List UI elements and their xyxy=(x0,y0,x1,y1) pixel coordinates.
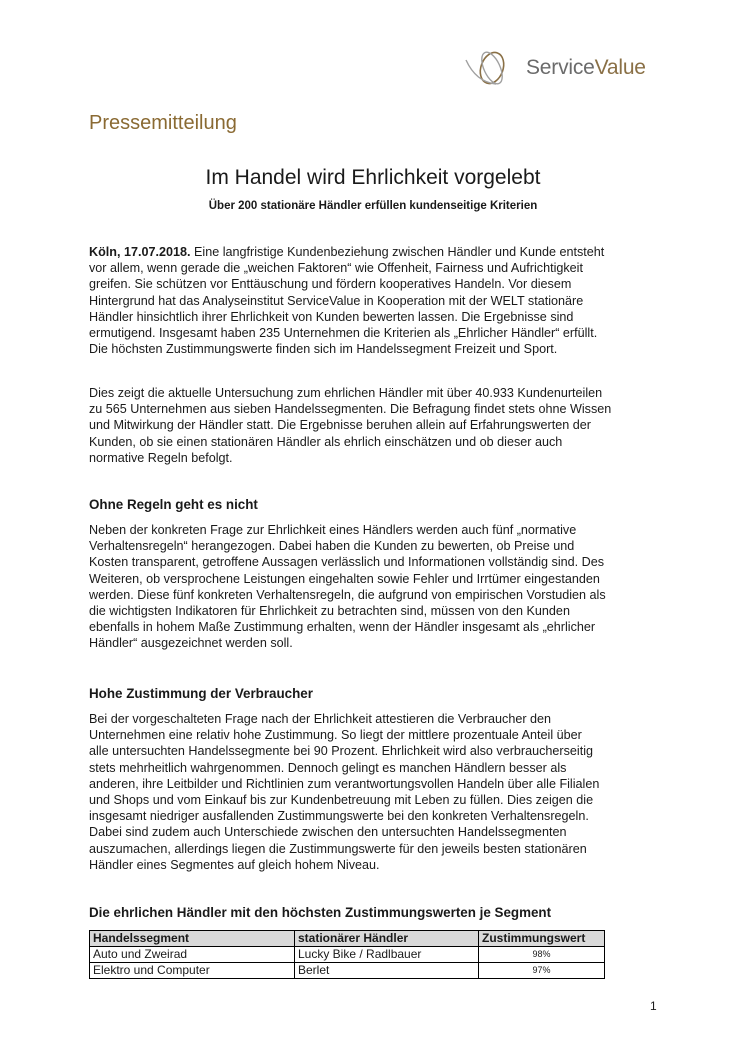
column-header: Zustimmungswert xyxy=(479,931,605,947)
table-cell: Elektro und Computer xyxy=(90,963,295,979)
table-cell: Auto und Zweirad xyxy=(90,947,295,963)
intro-paragraph: Köln, 17.07.2018. Eine langfristige Kundenbeziehung zwischen Händler und Kunde entsteht vor allem, wenn gerade die „weichen Faktoren“ wie Offenheit, Fairness und Aufrichtigkeit greifen. Sie schützen vor Enttäuschung und fördern kooperatives Handeln. Vor diesem Hintergrund hat das Analyseinstitut ServiceValue in Kooperation mit der WELT stationäre Händler hinsichtlich ihrer Ehrlichkeit von Kunden bewerten lassen. Die Ergebnisse sind ermutigend. Insgesamt haben 235 Unternehmen die Kriterien als „Ehrlicher Händler“ erfüllt. Die höchsten Zustimmungswerte finden sich im Handelssegment Freizeit und Sport. xyxy=(89,245,605,357)
study-paragraph: Dies zeigt die aktuelle Untersuchung zum ehrlichen Händler mit über 40.933 Kundenurteilen zu 565 Unternehmen aus sieben Handelssegmenten. Die Befragung findet stets ohne Wissen und Mitwirkung der Händler statt. Die Ergebnisse beruhen allein auf Erfahrungswerten der Kunden, ob sie einen stationären Händler als ehrlich einschätzen und ob dieser auch normative Regeln befolgt. xyxy=(89,386,612,465)
page-subtitle: Über 200 stationäre Händler erfüllen kundenseitige Kriterien xyxy=(208,200,538,212)
page-number: 1 xyxy=(650,999,657,1013)
results-table xyxy=(89,930,605,979)
column-header: Handelssegment xyxy=(90,931,295,947)
rules-paragraph: Neben der konkreten Frage zur Ehrlichkeit eines Händlers werden auch fünf „normative Verhaltensregeln“ herangezogen. Dabei haben die Kunden zu bewerten, ob Preise und Kosten transparent, getroffene Aussagen verlässlich und Informationen vollständig sind. Des Weiteren, ob versprochene Leistungen eingehalten sowie Fehler und Irrtümer eingestanden werden. Diese fünf konkreten Verhaltensregeln, die aufgrund von empirischen Vorstudien als die wichtigsten Indikatoren für Ehrlichkeit zu betrachten sind, müssen von den Kunden ebenfalls in hohem Maße Zustimmung erhalten, wenn der Händler insgesamt als „ehrlicher Händler“ ausgezeichnet werden soll. xyxy=(89,523,606,651)
table-row xyxy=(90,963,605,979)
section-heading-rules: Ohne Regeln geht es nicht xyxy=(89,497,258,512)
consent-paragraph: Bei der vorgeschalteten Frage nach der Ehrlichkeit attestieren die Verbraucher den Unternehmen eine relativ hohe Zustimmung. So liegt der mittlere prozentuale Anteil über alle untersuchten Handelssegmente bei 90 Prozent. Ehrlichkeit wird also verbraucherseitig stets mehrheitlich wahrgenommen. Dennoch gelingt es manchen Händlern besser als anderen, ihre Leitbilder und Richtlinien zum verantwortungsvollen Handeln über alle Filialen und Shops und vom Einkauf bis zur Kundenbetreuung mit Leben zu füllen. Dies zeigen die insgesamt niedriger ausfallenden Zustimmungswerte bei den konkreten Verhaltensregeln. Dabei sind zudem auch Unterschiede zwischen den untersuchten Handelssegmenten auszumachen, allerdings liegen die Zustimmungswerte für den jeweils besten stationären Händler eines Segmentes auf gleich hohem Niveau. xyxy=(89,712,600,872)
logo-wordmark: ServiceValue xyxy=(526,56,646,79)
table-cell: Lucky Bike / Radlbauer xyxy=(295,947,479,963)
section-heading-consent: Hohe Zustimmung der Verbraucher xyxy=(89,686,313,701)
table-cell: Berlet xyxy=(295,963,479,979)
table-row xyxy=(90,947,605,963)
section-label: Pressemitteilung xyxy=(89,112,237,134)
column-header: stationärer Händler xyxy=(295,931,479,947)
table-heading: Die ehrlichen Händler mit den höchsten Zustimmungswerten je Segment xyxy=(89,905,552,920)
dateline: Köln, 17.07.2018. xyxy=(89,245,191,259)
table-cell: 97% xyxy=(479,963,605,979)
logo-swirl-icon xyxy=(462,46,526,90)
page-title: Im Handel wird Ehrlichkeit vorgelebt xyxy=(205,166,541,189)
servicevalue-logo xyxy=(462,46,662,90)
table-cell: 98% xyxy=(479,947,605,963)
table-header-row xyxy=(90,931,605,947)
